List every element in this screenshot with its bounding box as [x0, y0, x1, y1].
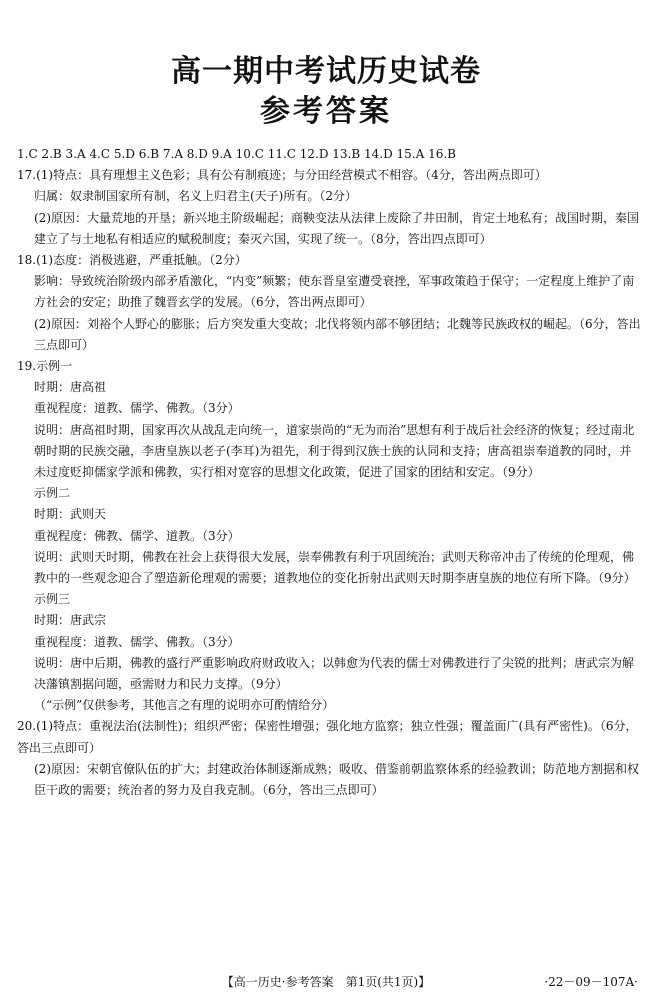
q19-example1-heading: 19.示例一	[17, 359, 73, 374]
q19-example3-period: 时期：唐武宗	[34, 613, 107, 628]
q19-example3-note: 说明：唐中后期，佛教的盛行严重影响政府财政收入；以韩愈为代表的儒士对佛教进行了尖锐的批判；唐武宗为解决藩镇割据问题，亟需财力和民力支撑。（9分）	[34, 655, 635, 692]
q17-part2: (2)原因：大量荒地的开垦；新兴地主阶级崛起；商鞅变法从法律上废除了井田制，肯定土地私有；战国时期，秦国建立了与土地私有相适应的赋税制度；秦灭六国，实现了统一。（8分，答出四点即可）	[34, 210, 640, 246]
page-footer	[0, 973, 652, 993]
q19-example2-period: 时期：武则天	[34, 507, 107, 522]
answer-content	[17, 144, 641, 801]
q19-example1-note: 说明：唐高祖时期，国家再次从战乱走向统一，道家崇尚的“无为而治”思想有利于战后社会经济的恢复；经过南北朝时期的民族交融，李唐皇族以老子(李耳)为祖先，利于得到汉族士族的认同和支持；唐高祖崇奉道教的同时，并未过度贬抑儒家学派和佛教，实行相对宽容的思想文化政策，促进了国家的团结和安定。（9分）	[34, 422, 635, 480]
q18-influence: 影响：导致统治阶级内部矛盾激化，“内变”频繁；使东晋皇室遭受衰挫，军事政策趋于保守；一定程度上维护了南方社会的安定；助推了魏晋玄学的发展。（6分，答出两点即可）	[34, 274, 635, 310]
q20-part1: 20.(1)特点：重视法治(法制性)；组织严密；保密性增强；强化地方监察；独立性强；覆盖面广(具有严密性)。（6分，答出三点即可）	[17, 719, 638, 755]
q19-example2-note: 说明：武则天时期，佛教在社会上获得很大发展，崇奉佛教有利于巩固统治；武则天称帝冲击了传统的伦理观，佛教中的一些观念迎合了塑造新伦理观的需要；道教地位的变化折射出武则天时期李唐皇族的地位有所下降。（9分）	[34, 549, 636, 586]
q19-example1-period: 时期：唐高祖	[34, 380, 107, 395]
q19-example2-rank: 重视程度：佛教、儒学、道教。（3分）	[34, 528, 240, 543]
q19-example2-heading: 示例二	[34, 486, 71, 501]
footer-page-info: 【高一历史·参考答案 第1页(共1页)】	[221, 975, 431, 989]
page-subtitle: 参考答案	[260, 94, 392, 129]
q20-part2: (2)原因：宋朝官僚队伍的扩大；封建政治体制逐渐成熟；吸收、借鉴前朝监察体系的经验教训；防范地方割据和权臣干政的需要；统治者的努力及自我克制。（6分，答出三点即可）	[34, 761, 640, 798]
q17-part1: 17.(1)特点：具有理想主义色彩；具有公有制痕迹；与分田经营模式不相容。（4分，答出两点即可）	[17, 168, 547, 183]
q18-part1: 18.(1)态度：消极逃避，严重抵触。（2分）	[17, 253, 247, 268]
choice-answers: 1.C 2.B 3.A 4.C 5.D 6.B 7.A 8.D 9.A 10.C 11.C 12.D 13.B 14.D 15.A 16.B	[17, 147, 456, 161]
q19-remark: （“示例”仅供参考，其他言之有理的说明亦可酌情给分）	[34, 698, 335, 713]
footer-code: ·22－09－107A·	[544, 975, 638, 989]
q19-example3-heading: 示例三	[34, 592, 71, 607]
q19-example3-rank: 重视程度：道教、儒学、佛教。（3分）	[34, 634, 240, 649]
q17-ownership: 归属：奴隶制国家所有制，名义上归君主(天子)所有。（2分）	[34, 189, 358, 204]
q18-part2: (2)原因：刘裕个人野心的膨胀；后方突发重大变故；北伐将领内部不够团结；北魏等民族政权的崛起。（6分，答出三点即可）	[34, 316, 641, 352]
page-title: 高一期中考试历史试卷	[171, 54, 481, 89]
q19-example1-rank: 重视程度：道教、儒学、佛教。（3分）	[34, 401, 240, 416]
